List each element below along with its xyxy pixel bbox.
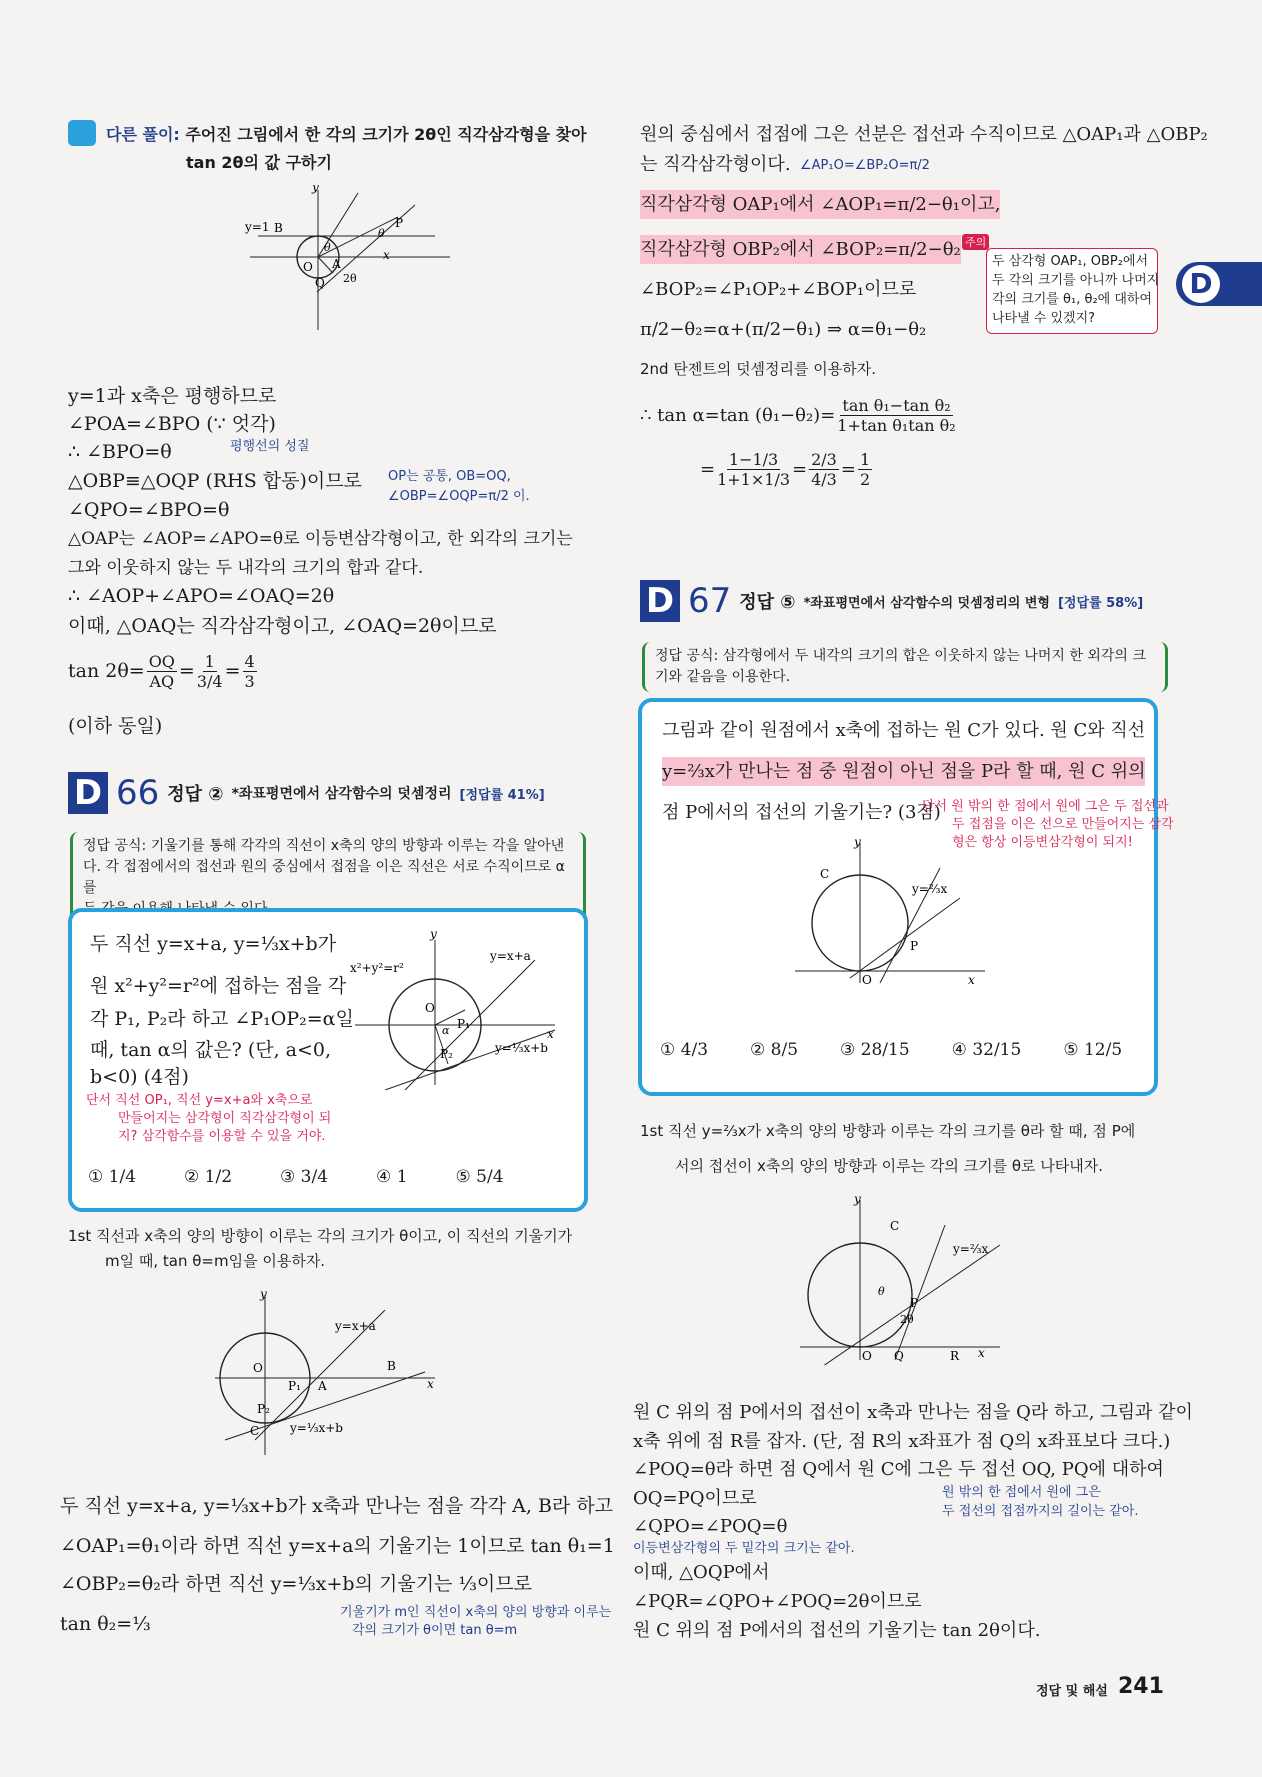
svg-text:y=1: y=1	[245, 220, 270, 234]
left-line-7: 그와 이웃하지 않는 두 내각의 크기의 합과 같다.	[68, 558, 424, 578]
q66-solution-figure	[205, 1290, 445, 1460]
svg-text:y: y	[312, 185, 319, 194]
q66-line-3: 각 P₁, P₂라 하고 ∠P₁OP₂=α일	[90, 1008, 354, 1030]
note-angles: ∠AP₁O=∠BP₂O=π/2	[800, 158, 930, 173]
svg-text:θ: θ	[324, 241, 331, 254]
tan-alpha-result: = $\frac{1-1/3}{1+1\times 1/3}$ = $\frac{2/3}{4/3}$ = $\frac{1}{2}$	[700, 450, 871, 489]
frac-three: 3	[244, 672, 255, 691]
q67-sol-3: ∠POQ=θ라 하면 점 Q에서 원 C에 그은 두 접선 OQ, PQ에 대하여	[633, 1459, 1164, 1480]
q66-number: 66	[116, 773, 160, 813]
svg-text:2θ: 2θ	[343, 272, 357, 285]
figure-alt-solution	[240, 185, 460, 335]
page-number: 241	[1118, 1674, 1164, 1699]
q66-note-1: 기울기가 m인 직선이 x축의 양의 방향과 이루는	[340, 1605, 612, 1620]
q66-header	[68, 772, 545, 814]
svg-text:2θ: 2θ	[900, 1313, 914, 1326]
svg-text:Q: Q	[315, 276, 325, 290]
svg-text:y: y	[854, 1195, 861, 1206]
caution-line-4: 나타낼 수 있겠지?	[992, 311, 1096, 326]
svg-text:C: C	[820, 867, 830, 881]
note-parallel: 평행선의 성질	[230, 439, 310, 454]
tan-alpha-formula	[640, 396, 958, 435]
q67-step1-1: 1st 직선 y=⅔x가 x축의 양의 방향과 이루는 각의 크기를 θ라 할 때, 점 P에	[640, 1122, 1136, 1140]
frac-one: 1	[204, 652, 215, 671]
q66-topic: *좌표평면에서 삼각함수의 덧셈정리	[231, 786, 452, 802]
svg-text:y: y	[430, 930, 437, 941]
svg-text:R: R	[950, 1349, 960, 1363]
left-line-4: △OBP≡△OQP (RHS 합동)이므로	[68, 470, 362, 492]
q67-answer: 정답 ⑤	[739, 592, 796, 613]
q67-choice-4[interactable]: ④ 32/15	[951, 1040, 1022, 1060]
q67-sol-7: ∠PQR=∠QPO+∠POQ=2θ이므로	[633, 1591, 922, 1612]
svg-text:P₁: P₁	[457, 1017, 470, 1031]
q67-choice-2[interactable]: ② 8/5	[750, 1040, 799, 1060]
q67-choices	[660, 1036, 1122, 1065]
svg-text:θ: θ	[878, 1285, 885, 1298]
svg-text:y=⅓x+b: y=⅓x+b	[290, 1421, 343, 1435]
q66-choice-1[interactable]: ① 1/4	[88, 1167, 137, 1187]
left-line-1: y=1과 x축은 평행하므로	[68, 385, 277, 407]
svg-text:x: x	[547, 1027, 554, 1041]
svg-text:P: P	[395, 216, 404, 230]
frac-four: 4	[244, 652, 255, 671]
caution-line-1: 두 삼각형 OAP₁, OBP₂에서	[992, 254, 1149, 269]
frac-result-n: 1	[859, 450, 871, 469]
caution-line-3: 각의 크기를 θ₁, θ₂에 대하여	[992, 292, 1153, 307]
q67-topic: *좌표평면에서 삼각함수의 덧셈정리의 변형	[803, 595, 1050, 611]
footer-label: 정답 및 해설	[1036, 1684, 1108, 1699]
tan-sum-num: tan θ₁−tan θ₂	[842, 396, 951, 415]
svg-text:x: x	[978, 1346, 985, 1360]
frac-aq: AQ	[149, 672, 175, 691]
q67-hint-2: 두 접점을 이은 선으로 만들어지는 삼각	[952, 817, 1174, 832]
svg-text:x: x	[968, 973, 975, 987]
q67-number: 67	[688, 581, 732, 621]
q66-rate: [정답률 41%]	[459, 787, 545, 803]
svg-text:C: C	[890, 1219, 900, 1233]
q66-answer: 정답 ②	[167, 784, 224, 805]
svg-text:C: C	[250, 1424, 260, 1438]
q67-line-1: 그림과 같이 원점에서 x축에 접하는 원 C가 있다. 원 C와 직선	[662, 720, 1146, 741]
q67-choice-1[interactable]: ① 4/3	[660, 1040, 709, 1060]
left-line-2: ∠POA=∠BPO (∵ 엇각)	[68, 413, 276, 435]
svg-text:O: O	[253, 1361, 263, 1375]
q66-sol-4: tan θ₂=⅓	[60, 1613, 151, 1635]
q67-figure	[790, 838, 990, 988]
q66-line-5: b<0) (4점)	[90, 1066, 189, 1088]
side-tab-letter: D	[1182, 265, 1220, 303]
q67-rate: [정답률 58%]	[1057, 595, 1144, 611]
q66-formula-1: 정답 공식: 기울기를 통해 각각의 직선이 x축의 양의 방향과 이루는 각을 알아낸	[83, 838, 565, 854]
left-line-3: ∴ ∠BPO=θ	[68, 441, 172, 463]
svg-text:Q: Q	[894, 1349, 904, 1363]
q67-sol-5: ∠QPO=∠POQ=θ	[633, 1516, 788, 1537]
q67-solution-figure	[790, 1195, 1010, 1365]
right-line-4: 직각삼각형 OBP₂에서 ∠BOP₂=π/2−θ₂	[640, 235, 961, 264]
svg-text:y=⅔x: y=⅔x	[912, 882, 948, 896]
svg-text:x²+y²=r²: x²+y²=r²	[350, 961, 404, 975]
frac-f1n: 1−1/3	[728, 450, 779, 469]
q67-sol-2: x축 위에 점 R를 잡자. (단, 점 R의 x좌표가 점 Q의 x좌표보다 크다.)	[633, 1431, 1171, 1452]
q66-choice-5[interactable]: ⑤ 5/4	[455, 1167, 504, 1187]
left-line-6: △OAP는 ∠AOP=∠APO=θ로 이등변삼각형이고, 한 외각의 크기는	[68, 529, 573, 549]
right-line-5: ∠BOP₂=∠P₁OP₂+∠BOP₁이므로	[640, 279, 917, 300]
q67-sol-4: OQ=PQ이므로	[633, 1488, 757, 1509]
q66-choices	[88, 1163, 504, 1192]
frac-f1d: 1+1×1/3	[717, 470, 791, 489]
q67-formula-1: 정답 공식: 삼각형에서 두 내각의 크기의 합은 이웃하지 않는 나머지 한 외각의 크	[655, 648, 1146, 664]
q66-sol-3: ∠OBP₂=θ₂라 하면 직선 y=⅓x+b의 기울기는 ⅓이므로	[60, 1573, 532, 1595]
svg-text:O: O	[862, 1349, 872, 1363]
alt-solution-label: 다른 풀이:	[106, 125, 180, 144]
q66-sol-2: ∠OAP₁=θ₁이라 하면 직선 y=x+a의 기울기는 1이므로 tan θ₁=1	[60, 1535, 615, 1557]
frac-three-quarters: 3/4	[196, 672, 223, 691]
svg-text:P₂: P₂	[440, 1047, 453, 1061]
q66-line-1: 두 직선 y=x+a, y=⅓x+b가	[90, 933, 337, 955]
q67-formula	[642, 642, 1168, 692]
q67-choice-3[interactable]: ③ 28/15	[840, 1040, 910, 1060]
q67-note-3: 이등변삼각형의 두 밑각의 크기는 같아.	[633, 1541, 855, 1556]
alt-solution-icon	[68, 120, 96, 146]
left-line-5: ∠QPO=∠BPO=θ	[68, 499, 230, 521]
q66-hint-2: 만들어지는 삼각형이 직각삼각형이 되	[118, 1111, 332, 1126]
svg-text:θ: θ	[378, 227, 385, 240]
right-step2: 2nd 탄젠트의 덧셈정리를 이용하자.	[640, 360, 877, 378]
q67-sol-1: 원 C 위의 점 P에서의 접선이 x축과 만나는 점을 Q라 하고, 그림과 같이	[633, 1402, 1193, 1423]
left-line-11: (이하 동일)	[68, 715, 163, 737]
tan-2theta-label: tan 2θ=	[68, 660, 145, 682]
caution-tag: 주의	[962, 234, 989, 250]
q66-line-4: 때, tan α의 값은? (단, a<0,	[90, 1039, 332, 1061]
q66-step1-2: m일 때, tan θ=m임을 이용하자.	[105, 1252, 326, 1270]
frac-oq: OQ	[148, 652, 175, 671]
q66-choice-3[interactable]: ③ 3/4	[280, 1167, 329, 1187]
svg-text:B: B	[387, 1359, 396, 1373]
q67-sol-6: 이때, △OQP에서	[633, 1562, 770, 1583]
q66-step1-1: 1st 직선과 x축의 양의 방향이 이루는 각의 크기가 θ이고, 이 직선의 기울기가	[68, 1227, 573, 1245]
q66-note-2: 각의 크기가 θ이면 tan θ=m	[352, 1623, 518, 1638]
svg-text:P₂: P₂	[257, 1402, 270, 1416]
svg-text:O: O	[862, 973, 872, 987]
svg-text:A: A	[318, 1379, 327, 1393]
q67-hint-1: 단서 원 밖의 한 점에서 원에 그은 두 접선과	[922, 799, 1169, 814]
svg-text:A: A	[332, 257, 341, 271]
q66-hint-3: 지? 삼각함수를 이용할 수 있을 거야.	[118, 1129, 326, 1144]
q67-hint-3: 형은 항상 이등변삼각형이 되지!	[952, 835, 1133, 850]
caution-line-2: 두 각의 크기를 아니까 나머지	[992, 273, 1160, 288]
left-line-8: ∴ ∠AOP+∠APO=∠OAQ=2θ	[68, 585, 335, 607]
svg-text:α: α	[442, 1024, 450, 1037]
svg-text:y=⅔x: y=⅔x	[953, 1242, 989, 1256]
q66-hint-1: 단서 직선 OP₁, 직선 y=x+a와 x축으로	[86, 1093, 313, 1108]
right-line-1: 원의 중심에서 접점에 그은 선분은 접선과 수직이므로 △OAP₁과 △OBP₂	[640, 124, 1208, 145]
note-rhs-2: ∠OBP=∠OQP=π/2 이.	[388, 489, 530, 504]
q66-figure	[345, 930, 565, 1090]
tan-2theta-formula: tan 2θ= $\frac{OQ}{AQ}$ = $\frac{1}{3/4}$ = $\frac{4}{3}$	[68, 652, 255, 691]
q67-line-3: 점 P에서의 접선의 기울기는? (3점)	[662, 802, 941, 823]
svg-text:x: x	[383, 248, 390, 262]
q67-badge: D	[640, 580, 680, 622]
q67-note-2: 두 접선의 접점까지의 길이는 같아.	[942, 1504, 1139, 1519]
svg-text:P₁: P₁	[288, 1379, 301, 1393]
note-rhs-1: OP는 공통, OB=OQ,	[388, 469, 511, 484]
q67-choice-5[interactable]: ⑤ 12/5	[1063, 1040, 1123, 1060]
svg-text:O: O	[425, 1001, 435, 1015]
right-line-3: 직각삼각형 OAP₁에서 ∠AOP₁=π/2−θ₁이고,	[640, 190, 1000, 219]
q66-sol-1: 두 직선 y=x+a, y=⅓x+b가 x축과 만나는 점을 각각 A, B라 하고	[60, 1495, 614, 1517]
q67-line-2: y=⅔x가 만나는 점 중 원점이 아닌 점을 P라 할 때, 원 C 위의	[662, 757, 1145, 786]
svg-text:B: B	[274, 221, 283, 235]
frac-f2d: 4/3	[811, 470, 837, 489]
svg-text:y=x+a: y=x+a	[490, 949, 531, 963]
svg-text:y: y	[854, 838, 861, 849]
tan-alpha-label: ∴ tan α=tan (θ₁−θ₂)=	[640, 405, 836, 426]
svg-text:P: P	[910, 1296, 919, 1310]
q67-step1-2: 서의 접선이 x축의 양의 방향과 이루는 각의 크기를 θ로 나타내자.	[675, 1157, 1103, 1175]
svg-text:P: P	[910, 939, 919, 953]
svg-text:y: y	[260, 1290, 267, 1301]
tan-sum-den: 1+tan θ₁tan θ₂	[837, 416, 956, 435]
right-line-6: π/2−θ₂=α+(π/2−θ₁) ⇒ α=θ₁−θ₂	[640, 319, 927, 340]
q66-badge: D	[68, 772, 108, 814]
alt-solution-title-2: tan 2θ의 값 구하기	[186, 153, 332, 172]
svg-text:y=x+a: y=x+a	[335, 1319, 376, 1333]
q66-formula-2: 다. 각 접점에서의 접선과 원의 중심에서 접점을 이은 직선은 서로 수직이므로 α를	[83, 859, 565, 896]
right-line-2: 는 직각삼각형이다.	[640, 154, 791, 175]
frac-result-d: 2	[859, 470, 871, 489]
left-line-9: 이때, △OAQ는 직각삼각형이고, ∠OAQ=2θ이므로	[68, 615, 497, 637]
q67-note-1: 원 밖의 한 점에서 원에 그은	[942, 1485, 1101, 1500]
svg-text:y=⅓x+b: y=⅓x+b	[495, 1041, 548, 1055]
alt-solution-title: 주어진 그림에서 한 각의 크기가 2θ인 직각삼각형을 찾아	[185, 125, 587, 144]
frac-f2n: 2/3	[811, 450, 837, 469]
q66-choice-4[interactable]: ④ 1	[376, 1167, 408, 1187]
q67-formula-2: 기와 같음을 이용한다.	[655, 669, 791, 685]
svg-text:x: x	[427, 1377, 434, 1391]
q67-sol-8: 원 C 위의 점 P에서의 접선의 기울기는 tan 2θ이다.	[633, 1620, 1041, 1641]
q66-choice-2[interactable]: ② 1/2	[184, 1167, 233, 1187]
svg-text:O: O	[303, 260, 313, 274]
q67-header	[640, 580, 1143, 622]
q66-line-2: 원 x²+y²=r²에 접하는 점을 각	[90, 975, 347, 997]
